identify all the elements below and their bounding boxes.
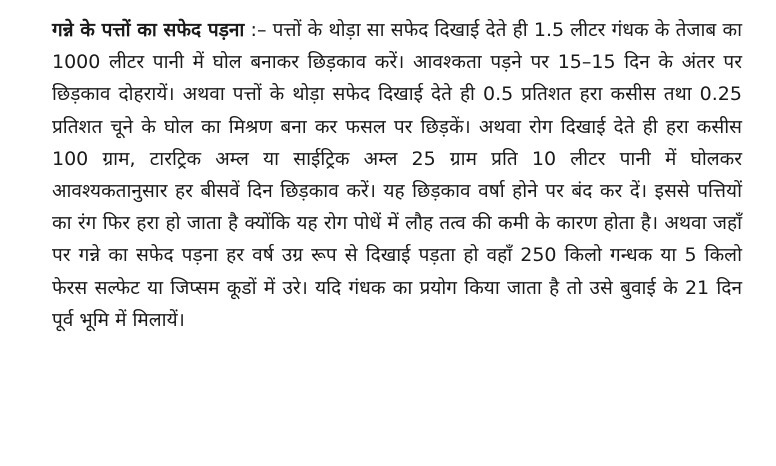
document-paragraph — [52, 14, 742, 336]
heading-separator: :– — [244, 19, 273, 41]
paragraph-body: पत्तों के थोड़ा सा सफेद दिखाई देते ही 1.5 लीटर गंधक के तेजाब का 1000 लीटर पानी में घोल बनाकर छिड़काव करें। आवश्कता पड़ने पर 15–15 दिन के अंतर पर छिड़काव दोहरायें। अथवा पत्तों के थोड़ा सफेद दिखाई देते ही 0.5 प्रतिशत हरा कसीस तथा 0.25 प्रतिशत चूने के घोल का मिश्रण बना कर फसल पर छिड़कें। अथवा रोग दिखाई देते ही हरा कसीस 100 ग्राम, टारट्रिक अम्ल या साईट्रिक अम्ल 25 ग्राम प्रति 10 लीटर पानी में घोलकर आवश्यकतानुसार हर बीसवें दिन छिड़काव करें। यह छिड़काव वर्षा होने पर बंद कर दें। इससे पत्तियों का रंग फिर हरा हो जाता है क्योंकि यह रोग पोधें में लौह तत्व की कमी के कारण होता है। अथवा जहॉं पर गन्ने का सफेद पड़ना हर वर्ष उग्र रूप से दिखाई पड़ता हो वहॉं 250 किलो गन्धक या 5 किलो फेरस सल्फेट या जिप्सम कूडों में उरे। यदि गंधक का प्रयोग किया जाता है तो उसे बुवाई के 21 दिन पूर्व भूमि में मिलायें। — [52, 19, 742, 331]
section-heading: गन्ने के पत्तों का सफेद पड़ना — [52, 19, 245, 41]
